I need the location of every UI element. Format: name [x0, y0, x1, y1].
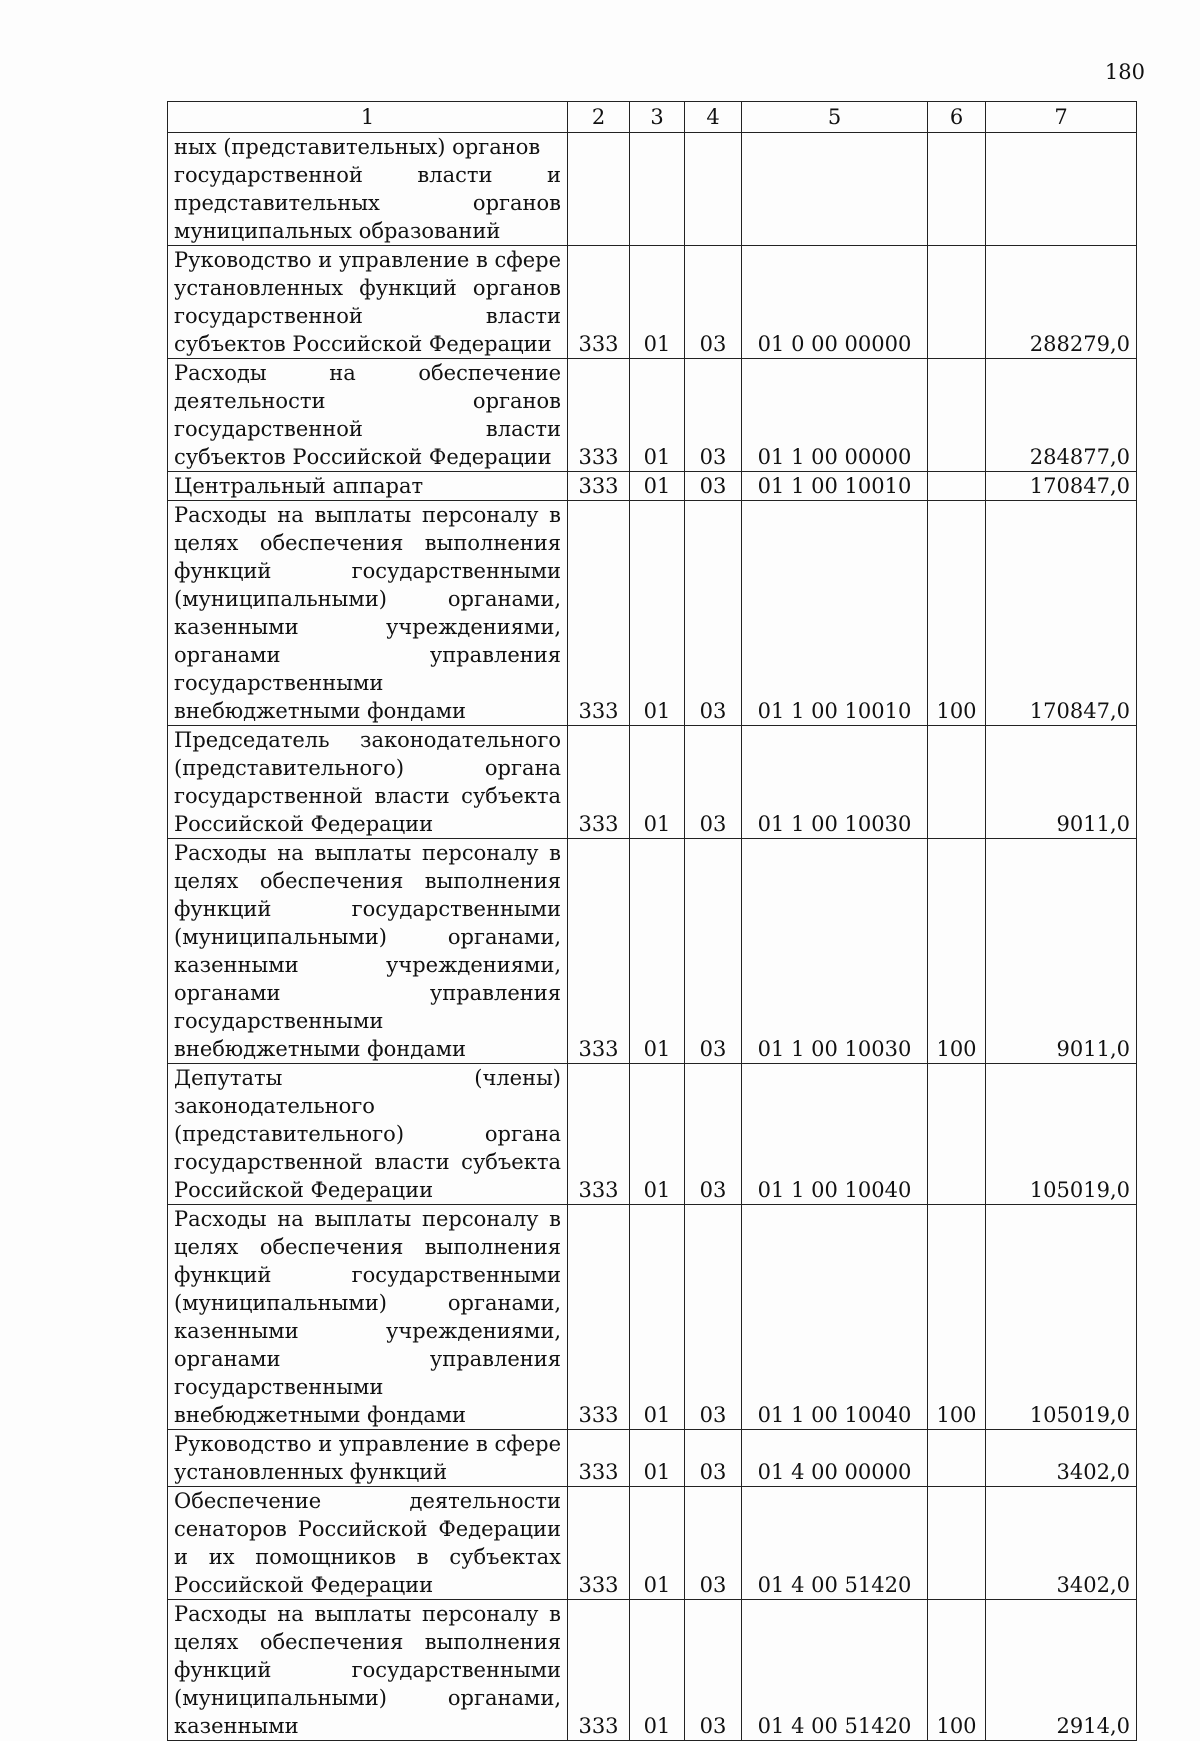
table-row	[168, 359, 1137, 472]
table-header	[168, 102, 1137, 133]
table-row	[168, 501, 1137, 726]
column-header-5: 5	[742, 102, 928, 133]
cell-section: 01	[630, 1064, 685, 1205]
row-description: Центральный аппарат	[168, 472, 568, 501]
cell-amount: 9011,0	[986, 839, 1137, 1064]
cell-target-article: 01 1 00 10010	[742, 472, 928, 501]
cell-subsection: 03	[685, 359, 742, 472]
column-header-6: 6	[928, 102, 986, 133]
cell-expense-type: 100	[928, 1205, 986, 1430]
column-header-7: 7	[986, 102, 1137, 133]
table-row	[168, 472, 1137, 501]
cell-expense-type: 100	[928, 501, 986, 726]
cell-expense-type	[928, 472, 986, 501]
cell-admin-code: 333	[568, 726, 630, 839]
cell-amount: 170847,0	[986, 501, 1137, 726]
cell-admin-code	[568, 133, 630, 246]
cell-target-article: 01 1 00 10040	[742, 1064, 928, 1205]
cell-target-article: 01 4 00 51420	[742, 1487, 928, 1600]
cell-admin-code: 333	[568, 1205, 630, 1430]
column-header-4: 4	[685, 102, 742, 133]
cell-target-article: 01 1 00 10030	[742, 726, 928, 839]
cell-section: 01	[630, 1430, 685, 1487]
cell-amount: 9011,0	[986, 726, 1137, 839]
cell-subsection: 03	[685, 501, 742, 726]
row-description: Расходы на выплаты персоналу в целях обеспечения выполнения функций государственными (муниципальными) органами, казенными	[168, 1600, 568, 1741]
cell-amount: 288279,0	[986, 246, 1137, 359]
cell-amount: 170847,0	[986, 472, 1137, 501]
cell-expense-type: 100	[928, 1600, 986, 1741]
cell-expense-type	[928, 1064, 986, 1205]
row-description: Расходы на обеспечение деятельности органов государственной власти субъектов Российской Федерации	[168, 359, 568, 472]
cell-amount: 3402,0	[986, 1430, 1137, 1487]
cell-section: 01	[630, 246, 685, 359]
cell-target-article: 01 1 00 10040	[742, 1205, 928, 1430]
cell-admin-code: 333	[568, 501, 630, 726]
cell-admin-code: 333	[568, 359, 630, 472]
cell-section: 01	[630, 1600, 685, 1741]
cell-expense-type	[928, 246, 986, 359]
column-header-1: 1	[168, 102, 568, 133]
table-row	[168, 726, 1137, 839]
cell-amount: 3402,0	[986, 1487, 1137, 1600]
cell-target-article	[742, 133, 928, 246]
cell-subsection: 03	[685, 1600, 742, 1741]
table-row	[168, 1064, 1137, 1205]
cell-subsection: 03	[685, 1064, 742, 1205]
cell-admin-code: 333	[568, 1600, 630, 1741]
table-row	[168, 1205, 1137, 1430]
cell-amount	[986, 133, 1137, 246]
cell-expense-type	[928, 133, 986, 246]
row-description: Расходы на выплаты персоналу в целях обеспечения выполнения функций государственными (муниципальными) органами, казенными учреждениями, органами управления государственными внебюджетными фондами	[168, 1205, 568, 1430]
cell-expense-type	[928, 1430, 986, 1487]
cell-expense-type	[928, 359, 986, 472]
cell-section: 01	[630, 472, 685, 501]
row-description: Руководство и управление в сфере установленных функций	[168, 1430, 568, 1487]
cell-admin-code: 333	[568, 1430, 630, 1487]
cell-subsection: 03	[685, 726, 742, 839]
budget-table	[167, 101, 1137, 1741]
cell-target-article: 01 0 00 00000	[742, 246, 928, 359]
cell-amount: 105019,0	[986, 1205, 1137, 1430]
cell-admin-code: 333	[568, 839, 630, 1064]
cell-admin-code: 333	[568, 246, 630, 359]
cell-section: 01	[630, 726, 685, 839]
cell-amount: 105019,0	[986, 1064, 1137, 1205]
cell-admin-code: 333	[568, 1487, 630, 1600]
cell-admin-code: 333	[568, 1064, 630, 1205]
cell-section: 01	[630, 501, 685, 726]
row-description: Руководство и управление в сфере установленных функций органов государственной власти субъектов Российской Федерации	[168, 246, 568, 359]
cell-expense-type	[928, 1487, 986, 1600]
cell-target-article: 01 4 00 51420	[742, 1600, 928, 1741]
cell-amount: 284877,0	[986, 359, 1137, 472]
cell-expense-type: 100	[928, 839, 986, 1064]
cell-subsection: 03	[685, 1205, 742, 1430]
header-row	[168, 102, 1137, 133]
cell-target-article: 01 1 00 10010	[742, 501, 928, 726]
table-row	[168, 133, 1137, 246]
cell-target-article: 01 1 00 00000	[742, 359, 928, 472]
cell-subsection: 03	[685, 839, 742, 1064]
cell-subsection	[685, 133, 742, 246]
cell-section: 01	[630, 1487, 685, 1600]
table-row	[168, 246, 1137, 359]
row-description: Председатель законодательного (представительного) органа государственной власти субъекта Российской Федерации	[168, 726, 568, 839]
table-row	[168, 1430, 1137, 1487]
cell-subsection: 03	[685, 1487, 742, 1600]
column-header-2: 2	[568, 102, 630, 133]
cell-target-article: 01 4 00 00000	[742, 1430, 928, 1487]
row-description: Расходы на выплаты персоналу в целях обеспечения выполнения функций государственными (муниципальными) органами, казенными учреждениями, органами управления государственными внебюджетными фондами	[168, 501, 568, 726]
cell-admin-code: 333	[568, 472, 630, 501]
page-number: 180	[1104, 60, 1145, 84]
cell-subsection: 03	[685, 472, 742, 501]
cell-section	[630, 133, 685, 246]
table-body	[168, 133, 1137, 1741]
table-row	[168, 1600, 1137, 1741]
cell-expense-type	[928, 726, 986, 839]
cell-section: 01	[630, 1205, 685, 1430]
row-description: Расходы на выплаты персоналу в целях обеспечения выполнения функций государственными (муниципальными) органами, казенными учреждениями, органами управления государственными внебюджетными фондами	[168, 839, 568, 1064]
cell-subsection: 03	[685, 1430, 742, 1487]
table-row	[168, 839, 1137, 1064]
cell-section: 01	[630, 839, 685, 1064]
column-header-3: 3	[630, 102, 685, 133]
row-description: Депутаты (члены) законодательного (представительного) органа государственной власти субъекта Российской Федерации	[168, 1064, 568, 1205]
cell-amount: 2914,0	[986, 1600, 1137, 1741]
row-description: Обеспечение деятельности сенаторов Российской Федерации и их помощников в субъектах Российской Федерации	[168, 1487, 568, 1600]
table-row	[168, 1487, 1137, 1600]
cell-section: 01	[630, 359, 685, 472]
cell-target-article: 01 1 00 10030	[742, 839, 928, 1064]
cell-subsection: 03	[685, 246, 742, 359]
row-description: ных (представительных) органов государственной власти и представительных органов муниципальных образований	[168, 133, 568, 246]
